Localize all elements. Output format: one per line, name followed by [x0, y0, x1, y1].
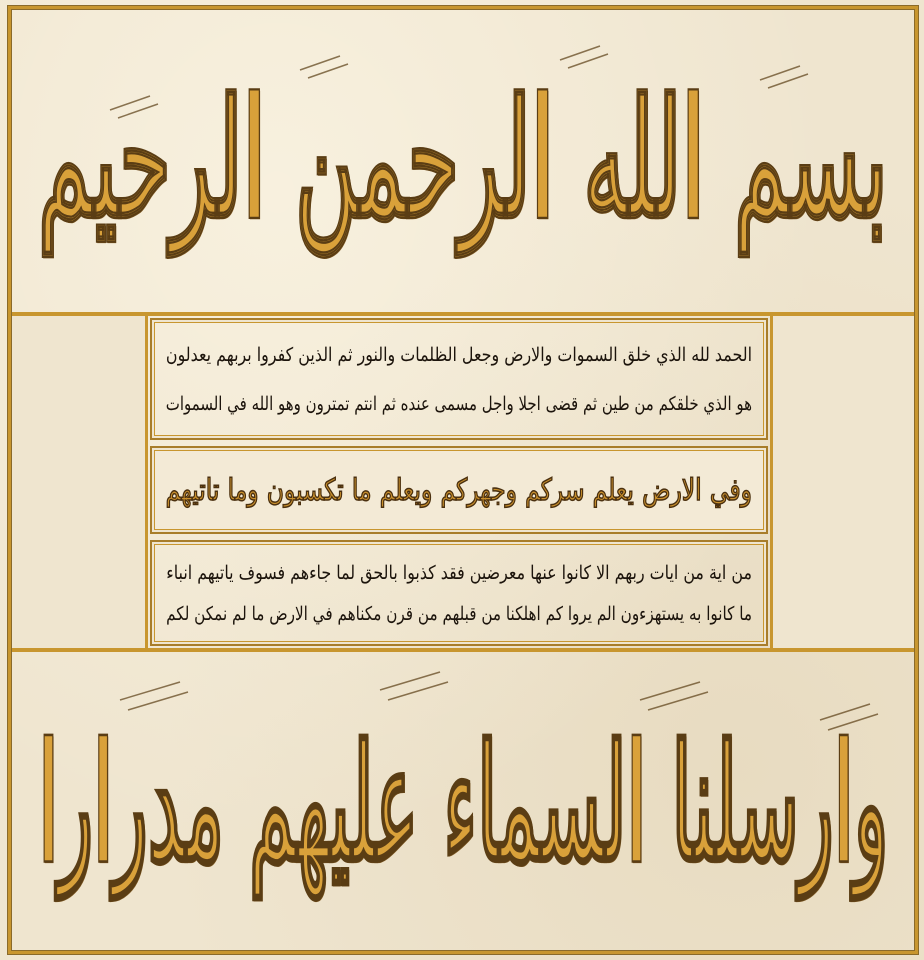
- text-line: هو الذي خلقكم من طين ثم قضى اجلا واجل مسمى عنده ثم انتم تمترون وهو الله في السموات: [165, 392, 752, 415]
- basmala-calligraphy: بسم الله الرحمن الرحيم: [38, 64, 888, 254]
- gold-text-line: وفي الارض يعلم سركم وجهركم ويعلم ما تكسبون وما تاتيهم: [165, 472, 752, 508]
- text-line: ما كانوا به يستهزءون الم يروا كم اهلكنا من قبلهم من قرن مكناهم في الارض ما لم نمكن لكم: [166, 602, 752, 625]
- outer-gold-frame: [8, 6, 918, 954]
- text-line: الحمد لله الذي خلق السموات والارض وجعل الظلمات والنور ثم الذين كفروا بربهم يعدلون: [165, 343, 752, 366]
- verse-calligraphy: وارسلنا السماء عليهم مدرارا: [38, 708, 888, 898]
- text-line: من اية من ايات ربهم الا كانوا عنها معرضين فقد كذبوا بالحق لما جاءهم فسوف ياتيهم انباء: [166, 561, 752, 584]
